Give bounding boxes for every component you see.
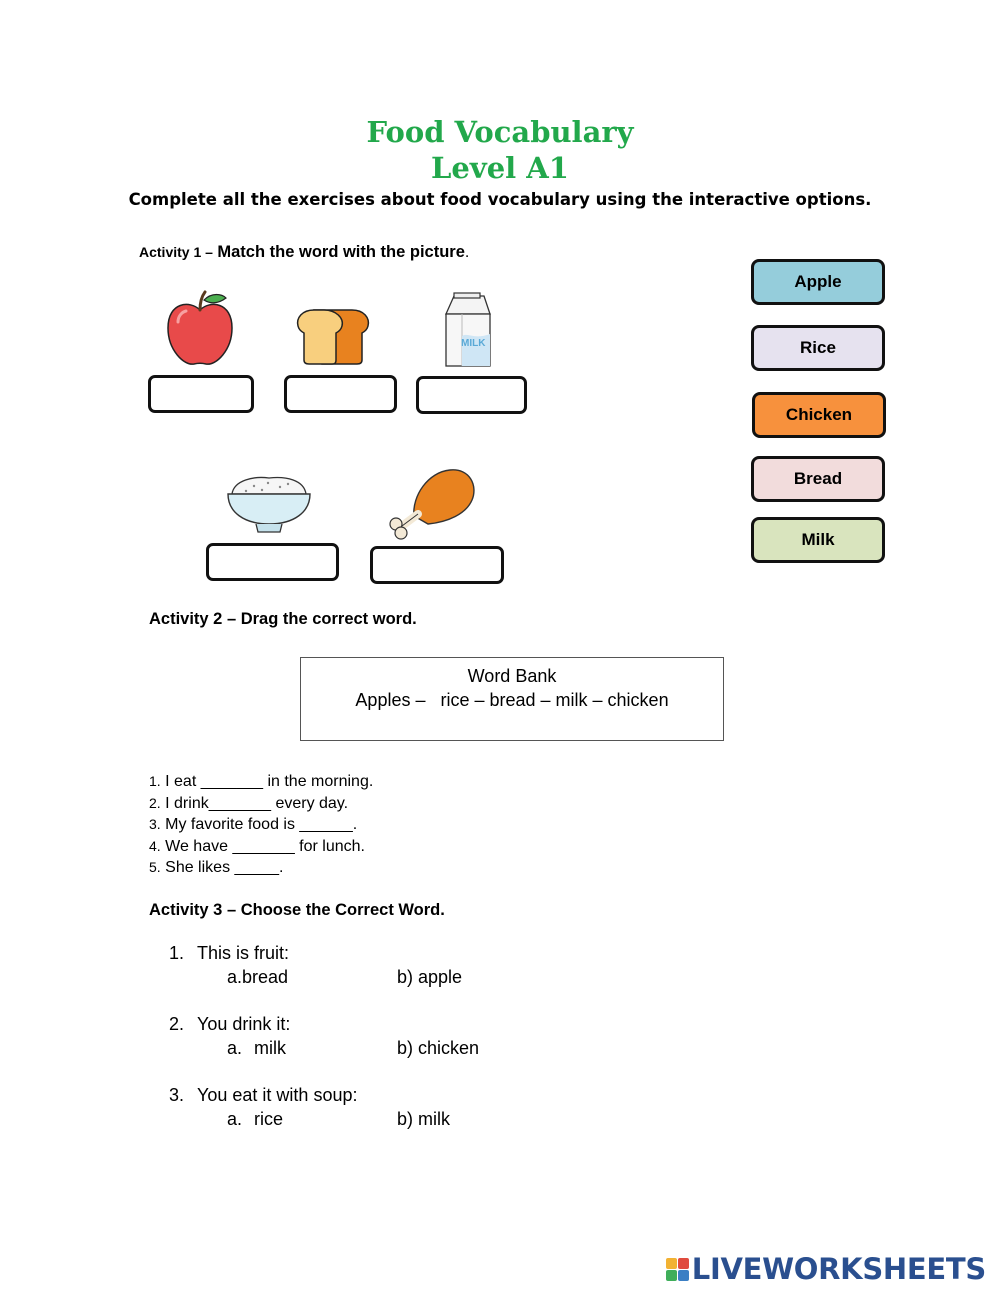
option-a-text: rice <box>254 1109 284 1129</box>
apple-icon <box>160 288 240 368</box>
sentence-item[interactable] <box>149 836 373 858</box>
option-a[interactable] <box>227 967 288 988</box>
activity2-heading: Activity 2 – Drag the correct word. <box>149 610 417 628</box>
option-b[interactable]: b) milk <box>397 1109 450 1129</box>
drop-box-apple[interactable] <box>148 375 254 413</box>
activity1-heading <box>139 243 469 262</box>
sentence-item[interactable] <box>149 857 373 879</box>
option-a-text: bread <box>242 967 289 987</box>
option-b[interactable]: b) apple <box>397 967 463 987</box>
option-b[interactable]: b) chicken <box>397 1038 480 1058</box>
question-number: 3. <box>169 1085 185 1105</box>
question-2 <box>169 1014 290 1035</box>
sentence-number: 2. <box>149 794 161 811</box>
sentence-number: 5. <box>149 859 161 875</box>
word-button-rice[interactable]: Rice <box>751 325 885 371</box>
question-text: You eat it with soup: <box>197 1085 358 1105</box>
instructions: Complete all the exercises about food vocabulary using the interactive options. <box>128 190 872 209</box>
drop-box-bread[interactable] <box>284 375 397 413</box>
page-subtitle-level: Level A1 <box>431 151 569 185</box>
drop-box-milk[interactable] <box>416 376 527 414</box>
sentence-number: 1. <box>149 773 161 789</box>
question-text: You drink it: <box>197 1014 291 1034</box>
bread-icon <box>294 302 372 368</box>
option-a-label: a. <box>227 967 243 987</box>
word-button-milk[interactable]: Milk <box>751 517 885 563</box>
rice-bowl-icon <box>224 472 314 536</box>
activity1-label-suffix: . <box>464 244 470 261</box>
sentence-item[interactable] <box>149 814 373 836</box>
word-bank-title: Word Bank <box>467 666 557 686</box>
activity1-label-text: Match the word with the picture <box>217 243 465 261</box>
word-button-apple[interactable]: Apple <box>751 259 885 305</box>
drop-box-rice[interactable] <box>206 543 339 581</box>
sentence-number: 4. <box>149 837 161 854</box>
sentence-list <box>149 771 373 879</box>
sentence-item[interactable] <box>149 793 373 815</box>
logo-text: LIVEWORKSHEETS <box>691 1252 986 1286</box>
option-a-label: a. <box>227 1038 243 1058</box>
sentence-text: We have _______ for lunch. <box>165 837 365 855</box>
option-a-text: milk <box>254 1038 287 1058</box>
word-bank-words: Apples – rice – bread – milk – chicken <box>355 690 669 710</box>
word-button-chicken[interactable]: Chicken <box>752 392 886 438</box>
option-a-label: a. <box>227 1109 243 1129</box>
milk-carton-icon <box>440 292 494 370</box>
sentence-item[interactable] <box>149 771 373 793</box>
question-text: This is fruit: <box>197 943 290 963</box>
word-button-bread[interactable]: Bread <box>751 456 885 502</box>
option-a[interactable] <box>227 1109 283 1130</box>
milk-carton-label: MILK <box>461 338 486 349</box>
word-bank <box>300 657 724 741</box>
sentence-number: 3. <box>149 816 161 832</box>
question-number: 1. <box>169 943 185 963</box>
sentence-text: I eat _______ in the morning. <box>165 773 374 790</box>
page-title: Food Vocabulary <box>366 115 634 149</box>
logo-mark-icon <box>666 1258 689 1281</box>
question-3 <box>169 1085 357 1106</box>
chicken-leg-icon <box>384 466 480 542</box>
question-number: 2. <box>169 1014 185 1034</box>
question-1 <box>169 943 289 964</box>
option-a[interactable] <box>227 1038 286 1059</box>
sentence-text: I drink_______ every day. <box>165 794 349 812</box>
sentence-text: She likes _____. <box>165 859 284 876</box>
sentence-text: My favorite food is ______. <box>165 816 358 833</box>
activity1-label-prefix: Activity 1 – <box>139 244 213 260</box>
activity3-heading: Activity 3 – Choose the Correct Word. <box>149 901 445 919</box>
liveworksheets-logo[interactable] <box>666 1252 986 1286</box>
drop-box-chicken[interactable] <box>370 546 504 584</box>
